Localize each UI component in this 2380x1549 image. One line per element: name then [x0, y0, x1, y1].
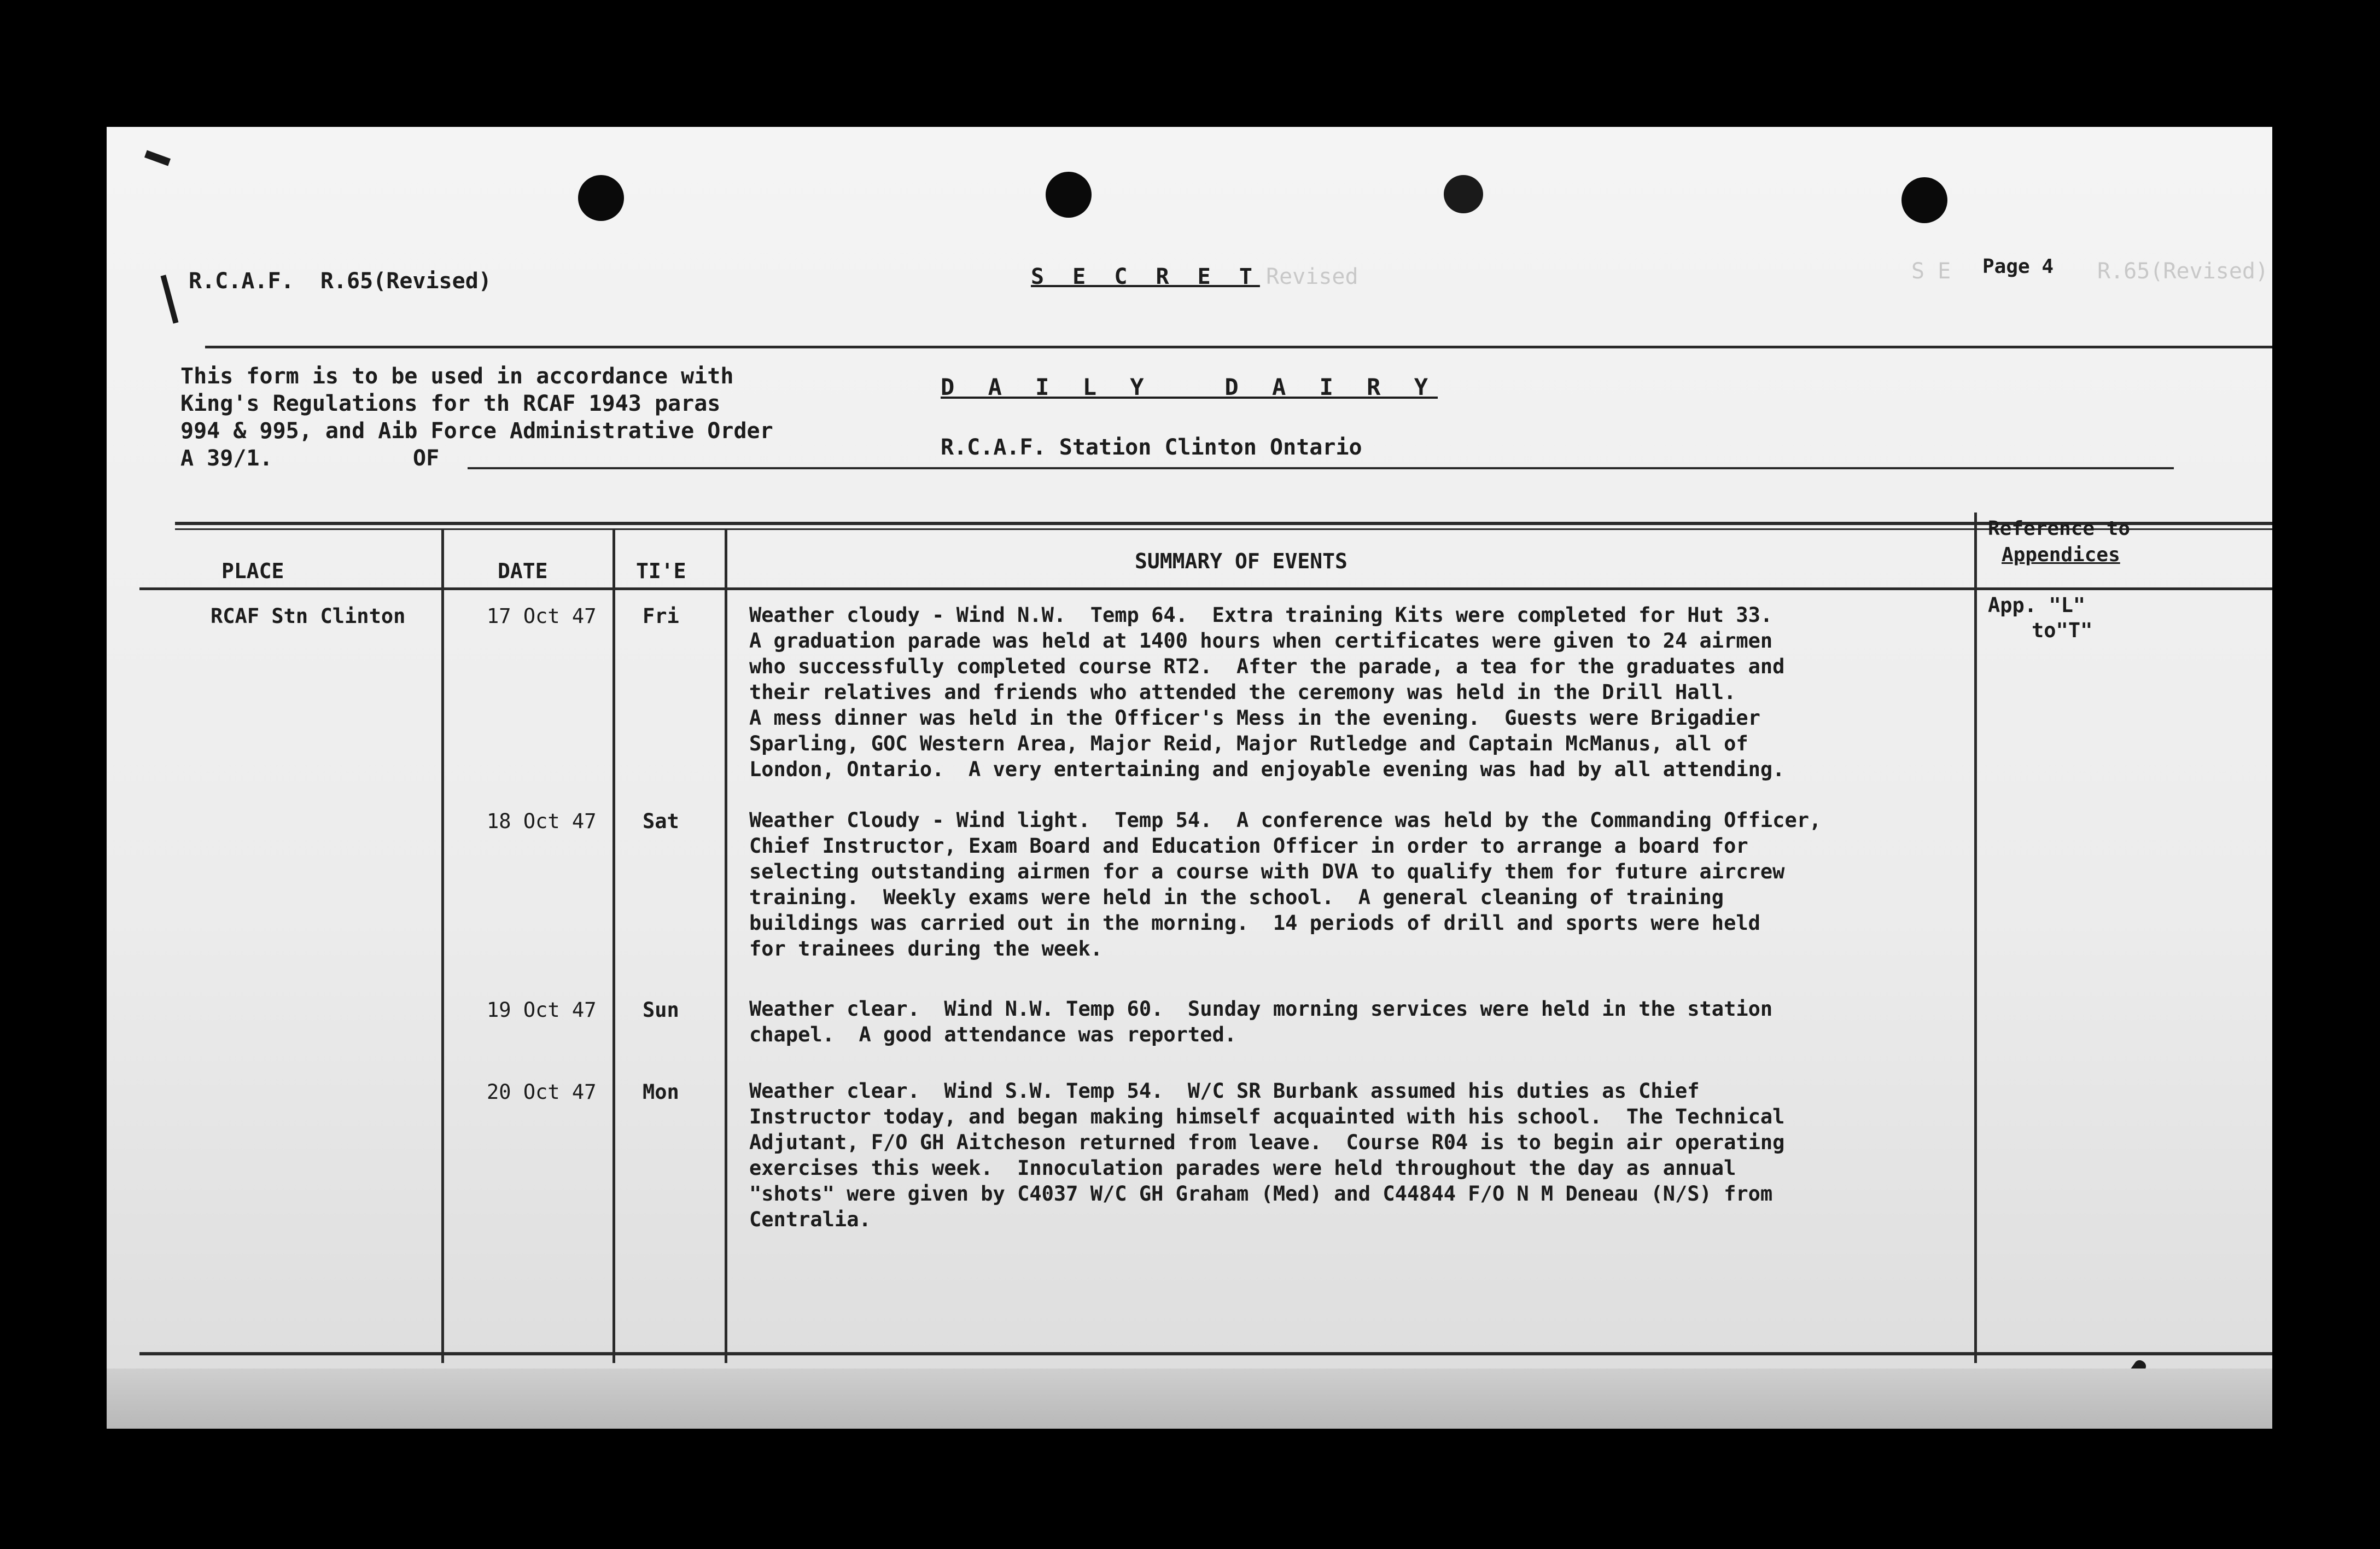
- col-divider-time: [725, 529, 727, 1363]
- col-divider-place: [441, 529, 444, 1363]
- entry-line: Chief Instructor, Exam Board and Education Officer in order to arrange a board for: [749, 834, 1748, 858]
- entry-line: buildings was carried out in the morning. 14 periods of drill and sports were held: [749, 911, 1760, 935]
- entry-line: who successfully completed course RT2. After the parade, a tea for the graduates and: [749, 655, 1785, 678]
- entry-line: Sparling, GOC Western Area, Major Reid, Major Rutledge and Captain McManus, all of: [749, 732, 1748, 755]
- instruction-line-3: 994 & 995, and Aib Force Administrative Order: [180, 418, 773, 444]
- reference-value-2: to"T": [2032, 619, 2093, 642]
- entry-line: their relatives and friends who attended the ceremony was held in the Drill Hall.: [749, 680, 1736, 704]
- classification-ghost: Revised: [1266, 264, 1358, 289]
- column-header-reference-1: Reference to: [1988, 517, 2131, 540]
- reference-value-1: App. "L": [1988, 593, 2086, 617]
- column-header-summary: SUMMARY OF EVENTS: [1135, 549, 1348, 573]
- entry-line: A mess dinner was held in the Officer's Mess in the evening. Guests were Brigadier: [749, 706, 1760, 730]
- entry-line: Weather Cloudy - Wind light. Temp 54. A conference was held by the Commanding Officer,: [749, 808, 1822, 832]
- of-rule: [468, 467, 2174, 469]
- bottom-margin-strip: [107, 1369, 2272, 1429]
- entry-date: 17 Oct 47: [487, 604, 597, 628]
- column-header-reference-2: Appendices: [2002, 544, 2120, 566]
- entry-line: Weather clear. Wind N.W. Temp 60. Sunday morning services were held in the station: [749, 997, 1773, 1021]
- entry-line: Weather cloudy - Wind N.W. Temp 64. Extra training Kits were completed for Hut 33.: [749, 603, 1773, 627]
- table-top-rule-2: [175, 528, 2272, 530]
- instruction-line-4: A 39/1.: [180, 446, 273, 471]
- entry-line: London, Ontario. A very entertaining and enjoyable evening was had by all attending.: [749, 758, 1785, 781]
- table-top-rule: [175, 522, 2272, 525]
- col-divider-summary: [1974, 513, 1977, 1363]
- entry-line: Centralia.: [749, 1208, 871, 1231]
- punch-hole-left: [578, 175, 624, 221]
- column-header-date: DATE: [498, 559, 548, 583]
- entry-date: 19 Oct 47: [487, 998, 597, 1022]
- entry-line: "shots" were given by C4037 W/C GH Graham (Med) and C44844 F/O N M Deneau (N/S) from: [749, 1182, 1773, 1206]
- corner-mark: [144, 150, 171, 166]
- entry-line: Adjutant, F/O GH Aitcheson returned from leave. Course R04 is to begin air operating: [749, 1131, 1785, 1154]
- form-id: R.C.A.F. R.65(Revised): [189, 269, 492, 294]
- entry-line: Weather clear. Wind S.W. Temp 54. W/C SR Burbank assumed his duties as Chief: [749, 1079, 1700, 1103]
- table-bottom-rule: [139, 1352, 2272, 1355]
- header-row-rule: [139, 587, 2272, 590]
- entry-day: Sun: [643, 998, 679, 1022]
- column-header-time: TI'E: [636, 559, 686, 583]
- entry-line: chapel. A good attendance was reported.: [749, 1023, 1237, 1046]
- diary-title: D A I L Y D A I R Y: [941, 374, 1438, 400]
- header-rule: [205, 346, 2272, 348]
- entry-date: 18 Oct 47: [487, 810, 597, 833]
- punch-hole-center: [1046, 172, 1092, 218]
- entry-line: exercises this week. Innoculation parades were held throughout the day as annual: [749, 1156, 1736, 1180]
- check-mark: [161, 275, 179, 324]
- entry-line: training. Weekly exams were held in the school. A general cleaning of training: [749, 886, 1724, 909]
- entry-line: Instructor today, and began making himself acquainted with his school. The Technical: [749, 1105, 1785, 1128]
- ink-blot: [1444, 175, 1483, 213]
- entry-day: Sat: [643, 810, 679, 833]
- entry-day: Fri: [643, 604, 679, 628]
- instruction-line-1: This form is to be used in accordance with: [180, 364, 734, 389]
- entry-line: for trainees during the week.: [749, 937, 1103, 960]
- of-label: OF: [413, 446, 440, 471]
- entry-line: selecting outstanding airmen for a course with DVA to qualify them for future aircrew: [749, 860, 1785, 883]
- entry-date: 20 Oct 47: [487, 1080, 597, 1104]
- page-ghost-right: R.65(Revised): [2097, 259, 2269, 284]
- classification: S E C R E T: [1031, 264, 1260, 289]
- document-sheet: [107, 127, 2272, 1429]
- place-value: RCAF Stn Clinton: [211, 604, 406, 628]
- instruction-line-2: King's Regulations for th RCAF 1943 paras: [180, 391, 721, 416]
- entry-line: A graduation parade was held at 1400 hours when certificates were given to 24 airmen: [749, 629, 1773, 653]
- station-name: R.C.A.F. Station Clinton Ontario: [941, 435, 1362, 460]
- column-header-place: PLACE: [221, 559, 284, 583]
- col-divider-date: [612, 529, 615, 1363]
- page-label: Page 4: [1982, 255, 2054, 278]
- page-ghost-left: S E: [1911, 259, 1951, 284]
- punch-hole-right: [1901, 177, 1947, 223]
- entry-day: Mon: [643, 1080, 679, 1104]
